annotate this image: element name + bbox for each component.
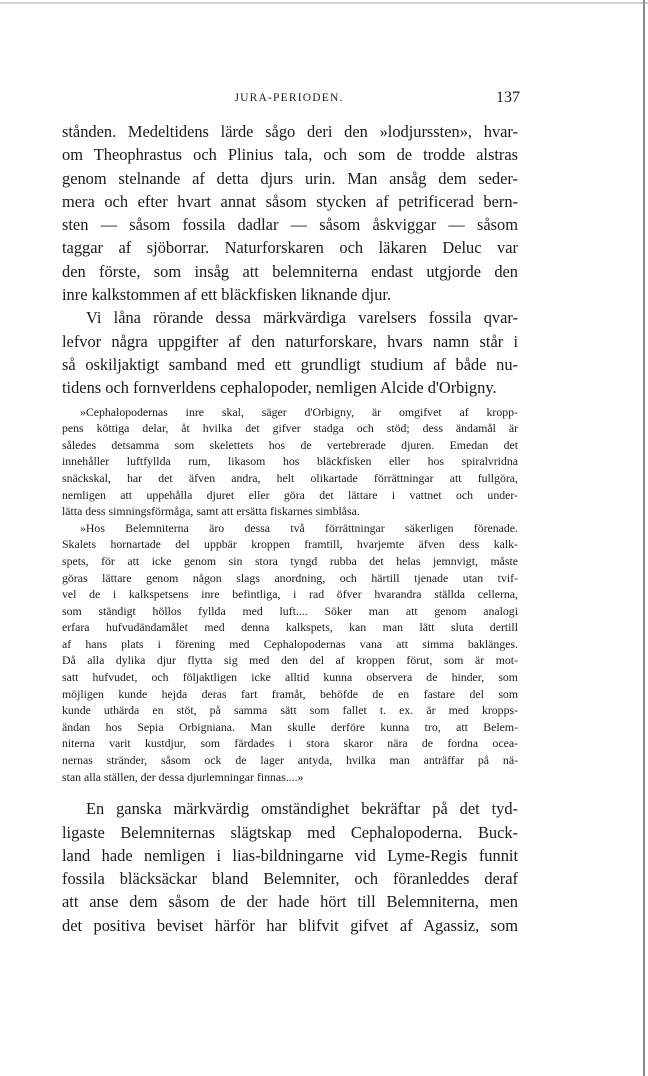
- text-line: tidens och fornverldens cephalopoder, nemligen Alcide d'Orbigny.: [62, 378, 497, 398]
- quote-paragraph-1: [62, 404, 518, 520]
- quote-line: satt hufvudet, och följaktligen icke alltid kunna observera de hinder, som: [62, 670, 518, 685]
- page-top-edge: [0, 2, 648, 4]
- quote-line: ändan hos Sepia Orbigniana. Man skulle derföre kunna tro, att Belem-: [62, 719, 518, 734]
- running-title: JURA-PERIODEN.: [234, 92, 344, 104]
- text-line: Vi låna rörande dessa märkvärdiga varelsers fossila qvar-: [86, 308, 518, 328]
- page-number: 137: [496, 89, 520, 106]
- quote-paragraph-2: [62, 520, 518, 786]
- paragraph-3: [62, 797, 518, 937]
- text-line: mera och efter hvart annat såsom stycken af petrificerad bern-: [62, 191, 518, 211]
- quote-line: som ständigt höllos fyllda med luft.... Söker man att genom analogi: [62, 603, 518, 618]
- page-header: [58, 90, 520, 110]
- quote-line: snäckskal, har det äfven andra, helt olikartade förrättningar att fullgöra,: [62, 470, 518, 485]
- page-body: [62, 120, 518, 937]
- quote-line: göras lättare genom någon slags anordning, och härtill tjenade utan tvif-: [62, 570, 518, 585]
- text-line: sten — såsom fossila dadlar — såsom åskviggar — såsom: [62, 215, 518, 235]
- text-line: lefvor några uppgifter af den naturforskare, hvars namn står i: [62, 331, 518, 351]
- quote-line: »Cephalopodernas inre skal, säger d'Orbigny, är omgifvet af kropp-: [80, 404, 518, 419]
- quote-line: Då alla dylika djur flytta sig med den del af kroppen förut, som är mot-: [62, 653, 518, 668]
- quote-line: vel de i kalkspetsens inre befintliga, i rad öfver hvarandra ställda cellerna,: [62, 587, 518, 602]
- quote-line: pens köttiga delar, åt hvilka det gifver stadga och stöd; dess ändamål är: [62, 421, 518, 436]
- quote-line: spets, för att icke genom sin stora tyngd rubba det helas jemnvigt, måste: [62, 553, 518, 568]
- text-line: ligaste Belemniternas slägtskap med Cephalopoderna. Buck-: [62, 822, 518, 842]
- quote-line: innehåller luftfyllda rum, likasom hos bläckfisken eller hos spiralvridna: [62, 454, 518, 469]
- paragraph-1: [62, 120, 518, 306]
- paragraph-2: [62, 306, 518, 399]
- quote-line: möjligen kunde hejda deras fart framåt, behöfde de en fastare del som: [62, 686, 518, 701]
- text-line: så oskiljaktigt samband med ett grundligt studium af både nu-: [62, 354, 518, 374]
- quote-line: »Hos Belemniterna äro dessa två förrättningar säkerligen förenade.: [80, 520, 518, 535]
- quote-line: niterna varit kustdjur, som färdades i stora skaror nära de fordna ocea-: [62, 736, 518, 751]
- text-line: det positiva beviset härför har blifvit gifvet af Agassiz, som: [62, 915, 518, 935]
- text-line: att anse dem såsom de der hade hört till Belemniterna, men: [62, 892, 518, 912]
- quote-line: lätta dess simningsförmåga, samt att ersätta fiskarnes simblåsa.: [62, 504, 360, 519]
- text-line: fossila bläcksäckar bland Belemniter, och föranleddes deraf: [62, 869, 518, 889]
- quote-line: kunde uthärda en stöt, på samma sätt som fallet t. ex. är med kropps-: [62, 703, 518, 718]
- quote-line: Skalets hornartade del uppbär kroppen framtill, hvarjemte äfven dess kalk-: [62, 537, 518, 552]
- quote-line: således detsamma som skelettets hos de vertebrerade djuren. Emedan det: [62, 437, 518, 452]
- text-line: inre kalkstommen af ett bläckfisken liknande djur.: [62, 285, 392, 305]
- text-line: land hade nemligen i lias-bildningarne vid Lyme-Regis funnit: [62, 845, 518, 865]
- quote-line: stan alla ställen, der dessa djurlemningar finnas....»: [62, 769, 304, 784]
- text-line: om Theophrastus och Plinius tala, och som de trodde alstras: [62, 145, 518, 165]
- text-line: den förste, som insåg att belemniterna endast utgjorde den: [62, 261, 518, 281]
- quote-line: nemligen att uppehålla djuret eller göra det lättare i vattnet och under-: [62, 487, 518, 502]
- text-line: En ganska märkvärdig omständighet bekräftar på det tyd-: [86, 799, 518, 819]
- page-right-edge: [643, 0, 645, 1076]
- quote-line: nernas stränder, såsom ock de lager antyda, hvilka man anträffar på nä-: [62, 753, 518, 768]
- text-line: taggar af sjöborrar. Naturforskaren och läkaren Deluc var: [62, 238, 518, 258]
- quote-line: erfara hufvudändamålet med denna kalkspets, kan man lätt sluta dertill: [62, 620, 518, 635]
- quote-line: af hans plats i förening med Cephalopodernas vana att simma baklänges.: [62, 636, 518, 651]
- text-line: stånden. Medeltidens lärde sågo deri den »lodjurssten», hvar-: [62, 122, 518, 141]
- text-line: genom stelnande af detta djurs urin. Man ansåg dem seder-: [62, 168, 518, 188]
